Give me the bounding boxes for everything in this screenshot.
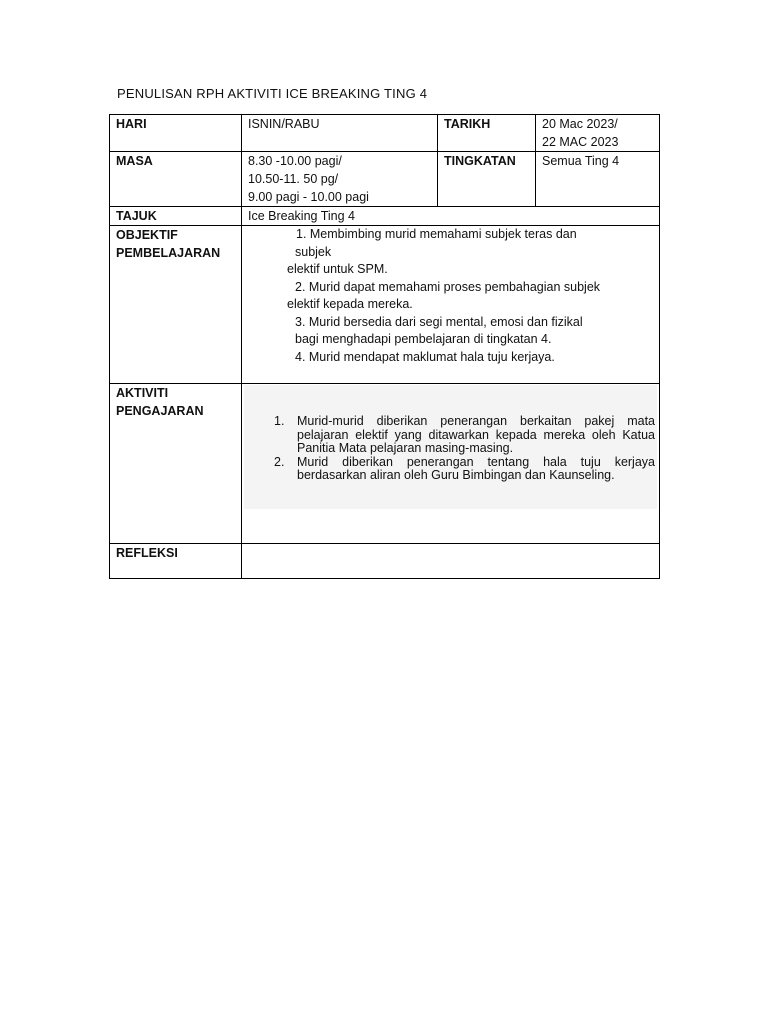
objektif-line: 1. Membimbing murid memahami subjek teras dan: [296, 227, 577, 241]
tajuk-value: Ice Breaking Ting 4: [242, 207, 660, 226]
row-tajuk: [110, 207, 660, 226]
row-hari: [110, 115, 660, 152]
tarikh-line: 22 MAC 2023: [542, 135, 619, 149]
objektif-label-line: OBJEKTIF: [116, 228, 178, 242]
masa-line: 8.30 -10.00 pagi/: [248, 154, 342, 168]
aktiviti-label-line: PENGAJARAN: [116, 404, 204, 418]
tajuk-label: TAJUK: [110, 207, 242, 226]
row-aktiviti: [110, 384, 660, 544]
masa-value: [242, 152, 438, 207]
aktiviti-item-number: 2.: [274, 454, 285, 469]
row-objektif: [110, 226, 660, 384]
aktiviti-item-text: Murid diberikan penerangan tentang hala tuju kerjaya berdasarkan aliran oleh Guru Bimbingan dan Kaunseling.: [297, 454, 655, 482]
tarikh-line: 20 Mac 2023/: [542, 117, 618, 131]
objektif-content: [242, 226, 660, 384]
tarikh-value: [536, 115, 660, 152]
document-title: PENULISAN RPH AKTIVITI ICE BREAKING TING 4: [117, 86, 428, 101]
row-masa: [110, 152, 660, 207]
objektif-line: bagi menghadapi pembelajaran di tingkatan 4.: [295, 332, 552, 346]
aktiviti-item-text: Murid-murid diberikan penerangan berkaitan pakej mata pelajaran elektif yang ditawarkan kepada mereka oleh Katua Panitia Mata pelajaran masing-masing.: [297, 414, 655, 455]
aktiviti-item: [274, 415, 655, 456]
objektif-line: elektif kepada mereka.: [287, 297, 413, 311]
rph-table: [109, 114, 660, 579]
refleksi-label: REFLEKSI: [110, 544, 242, 579]
objektif-line: 4. Murid mendapat maklumat hala tuju kerjaya.: [295, 349, 555, 364]
objektif-line: 3. Murid bersedia dari segi mental, emosi dan fizikal: [295, 314, 583, 329]
row-refleksi: [110, 544, 660, 579]
aktiviti-item: [274, 456, 655, 483]
tingkatan-value: Semua Ting 4: [536, 152, 660, 207]
aktiviti-box: [244, 385, 657, 509]
tingkatan-label: TINGKATAN: [438, 152, 536, 207]
aktiviti-list: [274, 415, 655, 483]
refleksi-value: [242, 544, 660, 579]
hari-value: ISNIN/RABU: [242, 115, 438, 152]
objektif-line: elektif untuk SPM.: [287, 262, 388, 276]
aktiviti-content: [242, 384, 660, 544]
masa-line: 10.50-11. 50 pg/: [248, 172, 339, 186]
hari-label: HARI: [110, 115, 242, 152]
masa-line: 9.00 pagi - 10.00 pagi: [248, 190, 369, 204]
tarikh-label: TARIKH: [438, 115, 536, 152]
objektif-line: subjek: [295, 244, 332, 259]
objektif-label: [110, 226, 242, 384]
masa-label: MASA: [110, 152, 242, 207]
aktiviti-label-line: AKTIVITI: [116, 386, 169, 400]
objektif-line: 2. Murid dapat memahami proses pembahagian subjek: [295, 279, 601, 294]
objektif-label-line: PEMBELAJARAN: [116, 246, 221, 260]
aktiviti-item-number: 1.: [274, 414, 285, 428]
aktiviti-label: [110, 384, 242, 544]
